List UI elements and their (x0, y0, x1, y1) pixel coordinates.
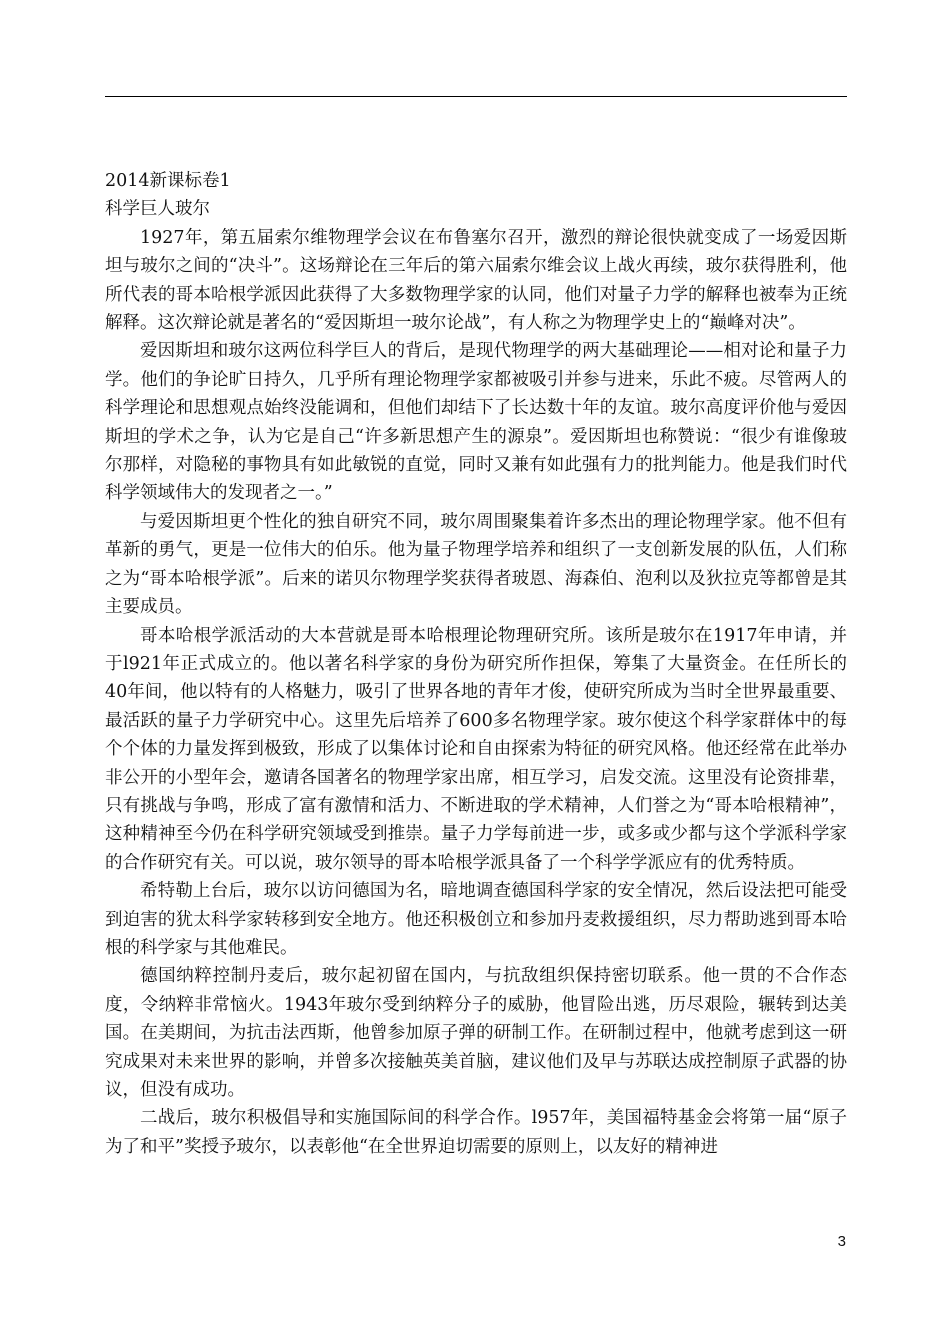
paragraph-3: 与爱因斯坦更个性化的独自研究不同，玻尔周围聚集着许多杰出的理论物理学家。他不但有革新的勇气，更是一位伟大的伯乐。他为量子物理学培养和组织了一支创新发展的队伍，人们称之为“哥本哈根学派”。后来的诺贝尔物理学奖获得者玻恩、海森伯、泡利以及狄拉克等都曾是其主要成员。 (105, 511, 847, 618)
paragraph-4: 哥本哈根学派活动的大本营就是哥本哈根理论物理研究所。该所是玻尔在1917年申请，并于l921年正式成立的。他以著名科学家的身份为研究所作担保，筹集了大量资金。在任所长的40年间，他以特有的人格魅力，吸引了世界各地的青年才俊，使研究所成为当时全世界最重要、最活跃的量子力学研究中心。这里先后培养了600多名物理学家。玻尔使这个科学家群体中的每个个体的力量发挥到极致，形成了以集体讨论和自由探索为特征的研究风格。他还经常在此举办非公开的小型年会，邀请各国著名的物理学家出席，相互学习，启发交流。这里没有论资排辈，只有挑战与争鸣，形成了富有激情和活力、不断进取的学术精神，人们誉之为“哥本哈根精神”，这种精神至今仍在科学研究领域受到推崇。量子力学每前进一步，或多或少都与这个学派科学家的合作研究有关。可以说，玻尔领导的哥本哈根学派具备了一个科学学派应有的优秀特质。 (105, 625, 847, 873)
document-body (105, 167, 847, 1161)
paragraph-6: 德国纳粹控制丹麦后，玻尔起初留在国内，与抗敌组织保持密切联系。他一贯的不合作态度，令纳粹非常恼火。1943年玻尔受到纳粹分子的威胁，他冒险出逃，历尽艰险，辗转到达美国。在美期间，为抗击法西斯，他曾参加原子弹的研制工作。在研制过程中，他就考虑到这一研究成果对未来世界的影响，并曾多次接触英美首脑，建议他们及早与苏联达成控制原子武器的协议，但没有成功。 (105, 966, 847, 1100)
exam-source: 2014新课标卷1 (105, 171, 231, 191)
paragraph-2: 爱因斯坦和玻尔这两位科学巨人的背后，是现代物理学的两大基础理论——相对论和量子力学。他们的争论旷日持久，几乎所有理论物理学家都被吸引并参与进来，乐此不疲。尽管两人的科学理论和思想观点始终没能调和，但他们却结下了长达数十年的友谊。玻尔高度评价他与爱因斯坦的学术之争，认为它是自己“许多新思想产生的源泉”。爱因斯坦也称赞说：“很少有谁像玻尔那样，对隐秘的事物具有如此敏锐的直觉，同时又兼有如此强有力的批判能力。他是我们时代科学领域伟大的发现者之一。” (105, 341, 847, 504)
page-number: 3 (837, 1233, 846, 1250)
paragraph-7: 二战后，玻尔积极倡导和实施国际间的科学合作。l957年，美国福特基金会将第一届“原子为了和平”奖授予玻尔，以表彰他“在全世界迫切需要的原则上，以友好的精神进 (105, 1108, 847, 1157)
paragraph-5: 希特勒上台后，玻尔以访问德国为名，暗地调查德国科学家的安全情况，然后设法把可能受到迫害的犹太科学家转移到安全地方。他还积极创立和参加丹麦救援组织，尽力帮助逃到哥本哈根的科学家与其他难民。 (105, 881, 847, 958)
article-title: 科学巨人玻尔 (105, 199, 210, 220)
paragraph-1: 1927年，第五届索尔维物理学会议在布鲁塞尔召开，激烈的辩论很快就变成了一场爱因斯坦与玻尔之间的“决斗”。这场辩论在三年后的第六届索尔维会议上战火再续，玻尔获得胜利，他所代表的哥本哈根学派因此获得了大多数物理学家的认同，他们对量子力学的解释也被奉为正统解释。这次辩论就是著名的“爱因斯坦一玻尔论战”，有人称之为物理学史上的“巅峰对决”。 (105, 227, 847, 334)
header-rule (105, 96, 847, 97)
